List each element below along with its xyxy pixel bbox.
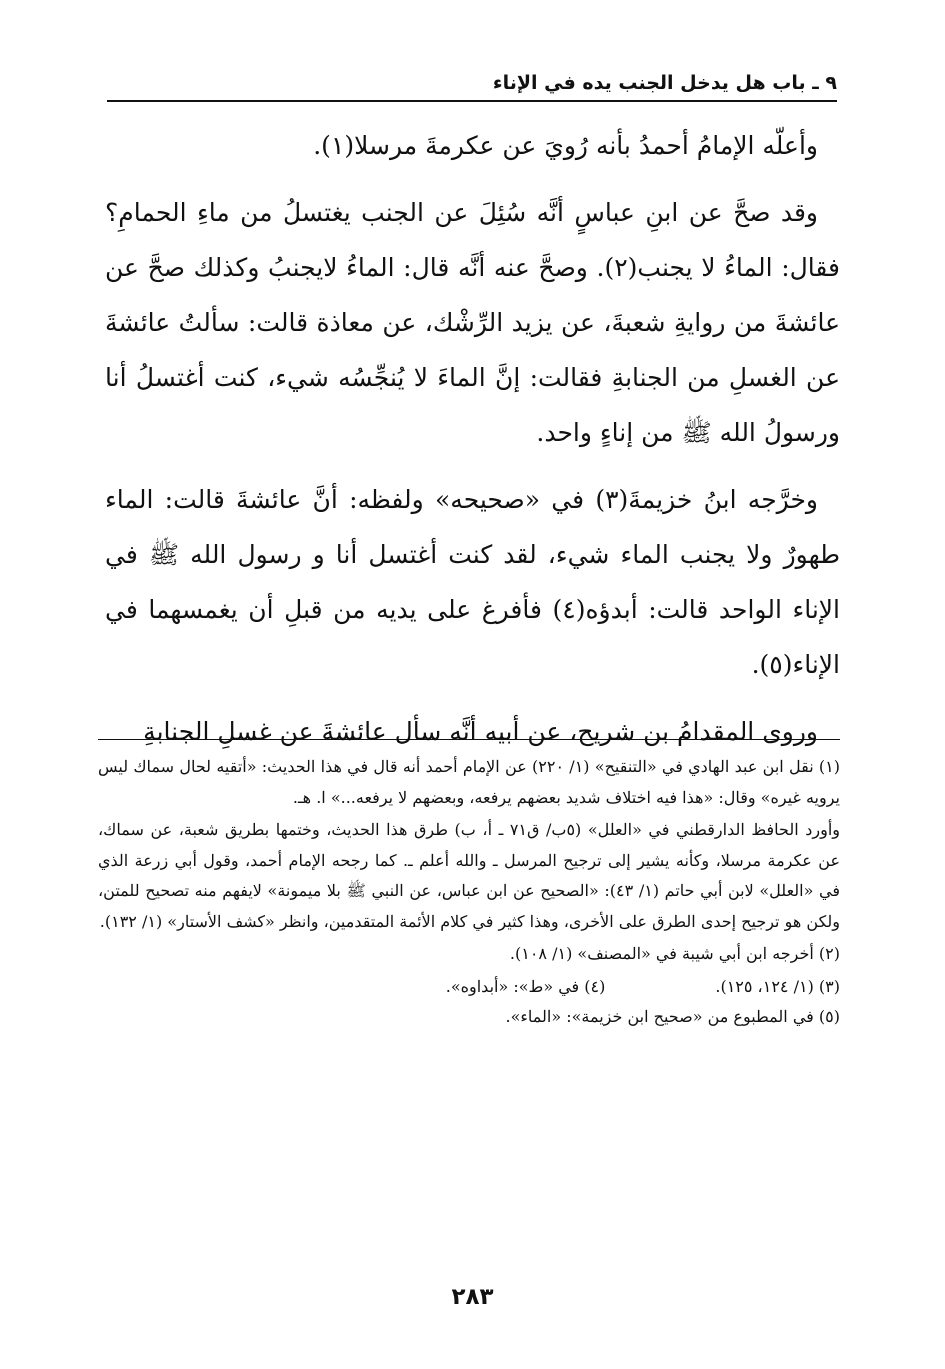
footnote-separator [98, 739, 840, 740]
footnotes [98, 752, 840, 1035]
chapter-title: ٩ ـ باب هل يدخل الجنب يده في الإناء [492, 72, 837, 94]
body-paragraph-1: وأعلّه الإمامُ أحمدُ بأنه رُويَ عن عكرمةَ مرسلا(١). [313, 131, 818, 160]
body-paragraph-3: وخرَّجه ابنُ خزيمةَ(٣) في «صحيحه» ولفظه: أنَّ عائشةَ قالت: الماء طهورٌ ولا يجنب الماء شيء، لقد كنت أغتسل أنا و رسول الله ﷺ في الإناء الواحد قالت: أبدؤه(٤) فأفرغ على يديه من قبلِ أن يغمسهما في الإناء(٥). [105, 485, 841, 679]
footnote-4: (٤) في «ط»: «أبداوه». [445, 976, 606, 996]
footnote-5: (٥) في المطبوع من «صحيح ابن خزيمة»: «الماء». [505, 1007, 840, 1026]
footnote-2: (٢) أخرجه ابن أبي شيبة في «المصنف» (١/ ١٠٨). [509, 944, 840, 963]
footnote-row-3-4 [98, 972, 840, 1003]
page-number: ٢٨٣ [451, 1284, 494, 1310]
footnote-1-part-a: (١) نقل ابن عبد الهادي في «التنقيح» (١/ ٢٢٠) عن الإمام أحمد أنه قال في هذا الحديث: «أتقيه لحال سماك ليس يرويه غيره» وقال: «هذا فيه اختلاف شديد بعضهم يرفعه، وبعضهم لا يرفعه...» ا. هـ. [98, 757, 841, 807]
body-paragraph-4: وروى المقدامُ بن شريح، عن أبيه أنَّه سأل عائشةَ عن غسلِ الجنابةِ [143, 717, 818, 746]
running-header [107, 66, 837, 102]
main-text [105, 118, 840, 771]
body-paragraph-2: وقد صحَّ عن ابنِ عباسٍ أنَّه سُئِلَ عن الجنب يغتسلُ من ماءِ الحمامِ؟ فقال: الماءُ لا يجنب(٢). وصحَّ عنه أنَّه قال: الماءُ لايجنبُ وكذلك صحَّ عن عائشةَ من روايةِ شعبةَ، عن يزيد الرِّشْك، عن معاذة قالت: سألتُ عائشةَ عن الغسلِ من الجنابةِ فقالت: إنَّ الماءَ لا يُنجِّسُه شيء، كنت أغتسلُ أنا ورسولُ الله ﷺ من إناءٍ واحد. [105, 198, 841, 447]
footnote-1-part-b: وأورد الحافظ الدارقطني في «العلل» (٥ب/ ق٧١ ـ أ، ب) طرق هذا الحديث، وختمها بطريق شعبة، عن سماك، عن عكرمة مرسلا، وكأنه يشير إلى ترجيح المرسل ـ والله أعلم ـ. كما رجحه الإمام أحمد، وقول أبي زرعة الذي في «العلل» لابن أبي حاتم (١/ ٤٣): «الصحيح عن ابن عباس، عن النبي ﷺ بلا ميمونة» لايفهم منه تصحيح للمتن، ولكن هو ترجيح إحدى الطرق على الأخرى، وهذا كثير في كلام الأئمة المتقدمين، وانظر «كشف الأستار» (١/ ١٣٢). [98, 820, 841, 931]
footnote-3: (٣) (١/ ١٢٤، ١٢٥). [715, 976, 840, 996]
